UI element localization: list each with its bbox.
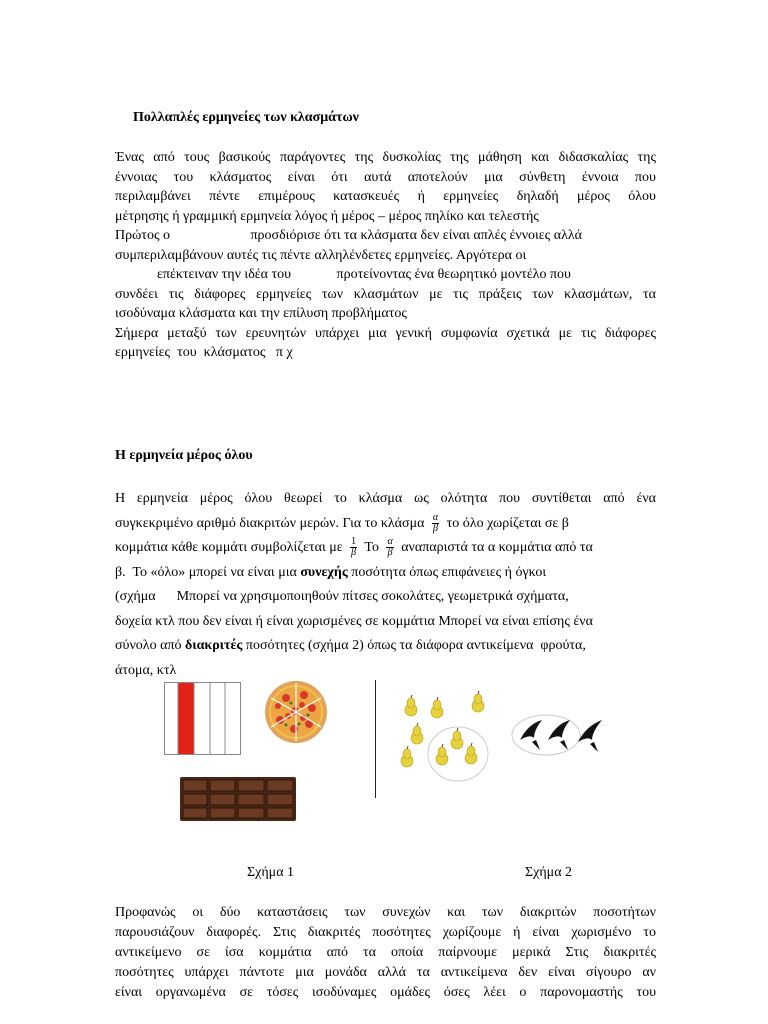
fraction-denominator: β	[351, 547, 357, 559]
intro-line: συμπεριλαμβάνουν αυτές τις πέντε αλληλένδετες ερμηνείες. Αργότερα οι	[115, 247, 527, 263]
section-heading: Η ερμηνεία μέρος όλου	[115, 448, 253, 463]
closing-paragraph	[115, 905, 656, 1005]
pw-bold-continuous: συνεχής	[300, 564, 348, 580]
intro-line: Σήμερα μεταξύ των ερευνητών υπάρχει μια γενική συμφωνία σχετικά με τις διάφορες	[115, 325, 656, 341]
pw-text: συγκεκριμένο αριθμό διακριτών μερών. Για το κλάσμα	[115, 515, 425, 531]
figure-2-caption: Σχήμα 2	[525, 865, 573, 880]
pw-text: Το	[364, 540, 379, 555]
figure-1-caption: Σχήμα 1	[247, 865, 295, 880]
pw-line-7	[115, 634, 656, 659]
intro-line: μέτρησης ή γραμμική ερμηνεία λόγος ή μέρος – μέρος πηλίκο και τελεστής	[115, 208, 539, 224]
fraction-numerator: 1	[351, 536, 357, 548]
fraction-numerator: α	[432, 511, 439, 523]
intro-line: ισοδύναμα κλάσματα και την επίλυση προβλήματος	[115, 306, 407, 321]
fraction-denominator: β	[433, 522, 439, 534]
pw-text: ποσότητες (σχήμα 2) όπως τα διάφορα αντικείμενα φρούτα,	[242, 638, 586, 653]
fraction-alpha-beta	[386, 537, 393, 558]
pw-bold-discrete: διακριτές	[185, 638, 243, 653]
pw-line-3	[115, 536, 656, 561]
pw-line-6: δοχεία κτλ που δεν είναι ή είναι χωρισμένες σε κομμάτια Μπορεί να είναι επίσης ένα	[115, 613, 593, 629]
pw-line-2	[115, 512, 656, 537]
pw-text: το όλο χωρίζεται σε β	[446, 515, 569, 531]
chocolate-bar-icon	[180, 777, 296, 821]
pw-line-4	[115, 561, 656, 586]
pw-text: σύνολο από	[115, 638, 185, 653]
pears-icon	[395, 684, 495, 784]
closing-line: παρουσιάζουν διαφορές. Στις διακριτές ποσότητες χωρίζουμε ή είναι χωρισμένο το	[115, 925, 656, 940]
intro-line: Ένας από τους βασικούς παράγοντες της δυσκολίας της μάθηση και διδασκαλίας της	[115, 150, 656, 165]
intro-paragraph	[115, 150, 656, 365]
strip-outline	[165, 683, 241, 755]
birds-icon	[510, 712, 610, 758]
pw-text: αναπαριστά τα α κομμάτια από τα	[401, 540, 593, 555]
intro-line: περιλαμβάνει πέντε επιμέρους κατασκευές ή ερμηνείες δηλαδή μέρος όλου	[115, 189, 656, 204]
fraction-denominator: β	[387, 547, 393, 559]
fraction-one-beta	[350, 537, 357, 558]
pw-text: β. Το «όλο» μπορεί να είναι μια	[115, 564, 301, 580]
pw-line-8: άτομα, κτλ	[115, 662, 177, 678]
part-whole-paragraph	[115, 487, 656, 683]
closing-line: ποσότητες υπάρχει πάντοτε μια μονάδα αλλά τα αντικείμενα δεν είναι σίγουρο αν	[115, 965, 656, 980]
pw-line-1: Η ερμηνεία μέρος όλου θεωρεί το κλάσμα ως ολότητα που συντίθεται από ένα	[115, 491, 656, 506]
intro-line: έννοιας του κλάσματος είναι ότι αυτά αποτελούν μια σύνθετη έννοια που	[115, 169, 656, 185]
pizza-icon	[264, 680, 328, 744]
intro-line: Πρώτος ο προσδιόρισε ότι τα κλάσματα δεν είναι απλές έννοιες αλλά	[115, 228, 582, 243]
figure-separator	[375, 680, 376, 798]
pw-line-5: (σχήμα Μπορεί να χρησιμοποιηθούν πίτσες σοκολάτες, γεωμετρικά σχήματα,	[115, 589, 569, 604]
pw-text: ποσότητα όπως επιφάνειες ή όγκοι	[347, 564, 547, 580]
fraction-alpha-beta	[432, 513, 439, 534]
closing-line: είναι οργανωμένα σε τόσες ισοδύναμες ομάδες όσες λέει ο παρονομαστής του	[115, 985, 656, 1000]
intro-line: επέκτειναν την ιδέα του προτείνοντας ένα θεωρητικό μοντέλο που	[115, 267, 571, 282]
closing-line: Προφανώς οι δύο καταστάσεις των συνεχών και των διακριτών ποσοτήτων	[115, 905, 656, 920]
strip-shaded-part	[178, 683, 194, 754]
fraction-strip-figure	[164, 682, 242, 756]
fraction-numerator: α	[387, 536, 393, 548]
intro-line: ερμηνείες του κλάσματος π χ	[115, 345, 293, 360]
intro-line: συνδέει τις διάφορες ερμηνείες των κλασμάτων με τις πράξεις των κλασμάτων, τα	[115, 286, 656, 302]
pw-text: κομμάτια κάθε κομμάτι συμβολίζεται με	[115, 540, 343, 555]
document-title: Πολλαπλές ερμηνείες των κλασμάτων	[133, 110, 359, 125]
closing-line: αντικείμενο σε ίσα κομμάτια από τα οποία παίρνουμε μερικά Στις διακριτές	[115, 945, 656, 960]
